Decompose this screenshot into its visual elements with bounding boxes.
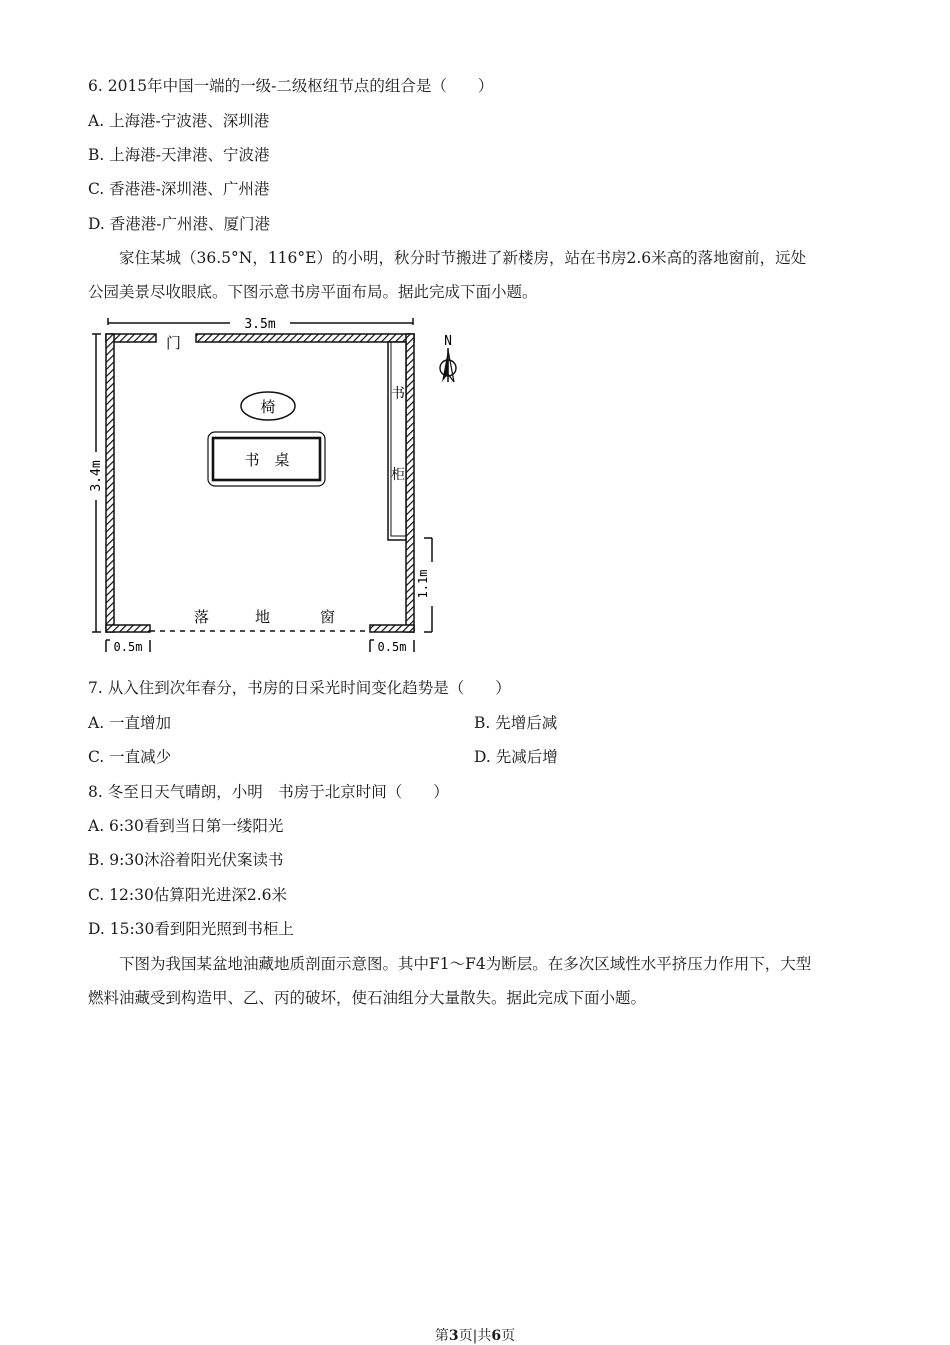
q6-option-b: B. 上海港-天津港、宁波港 [88, 146, 270, 164]
footer-suffix: 页 [501, 1328, 516, 1344]
bottom-left-dimension [106, 640, 150, 654]
footer-page-number: 3 [448, 1328, 459, 1344]
study-floor-plan [80, 310, 480, 662]
chair-label: 椅 [260, 398, 276, 416]
height-label: 3.4m [89, 460, 104, 492]
window-label-3: 窗 [320, 608, 336, 626]
passage-2-line-1: 下图为我国某盆地油藏地质剖面示意图。其中F1～F4为断层。在多次区域性水平挤压力作用下，大型 [119, 955, 812, 973]
door-label: 门 [166, 334, 182, 352]
width-label: 3.5m [244, 317, 276, 332]
passage-1-line-2: 公园美景尽收眼底。下图示意书房平面布局。据此完成下面小题。 [88, 283, 538, 301]
passage-2-line-2: 燃料油藏受到构造甲、乙、丙的破坏，使石油组分大量散失。据此完成下面小题。 [88, 989, 647, 1007]
height-dimension [89, 334, 104, 632]
q6-option-d: D. 香港港-广州港、厦门港 [88, 215, 270, 233]
right-label: 1.1m [416, 569, 430, 599]
bookcase-label-1: 书 [391, 386, 405, 402]
right-dimension [416, 538, 432, 632]
q8-option-a: A. 6:30看到当日第一缕阳光 [88, 817, 284, 835]
chair [241, 392, 295, 420]
north-label: N [444, 334, 452, 349]
window-label-1: 落 [194, 608, 210, 626]
q7-option-d: D. 先减后增 [474, 748, 558, 766]
q7-option-a: A. 一直增加 [88, 714, 172, 732]
width-dimension [108, 317, 413, 332]
q8-stem: 8. 冬至日天气晴朗，小明 书房于北京时间（ ） [88, 783, 449, 801]
passage-2 [88, 947, 868, 1015]
passage-1 [88, 241, 868, 309]
bookcase [388, 342, 406, 540]
passage-1-line-1: 家住某城（36.5°N，116°E）的小明，秋分时节搬进了新楼房，站在书房2.6米高的落地窗前，远处 [119, 249, 807, 267]
desk [208, 432, 325, 486]
q6-option-a: A. 上海港-宁波港、深圳港 [88, 112, 270, 130]
q8-option-b: B. 9:30沐浴着阳光伏案读书 [88, 851, 284, 869]
bottom-right-label: 0.5m [377, 640, 407, 654]
north-arrow-icon [440, 334, 456, 382]
q7-option-c: C. 一直减少 [88, 748, 172, 766]
footer-total-pages: 6 [491, 1328, 502, 1344]
q8-option-c: C. 12:30估算阳光进深2.6米 [88, 886, 287, 904]
desk-label: 书 桌 [244, 451, 290, 469]
bottom-left-label: 0.5m [113, 640, 143, 654]
page-footer [0, 1325, 950, 1345]
footer-middle: 页|共 [458, 1328, 492, 1344]
q7-stem: 7. 从入住到次年春分，书房的日采光时间变化趋势是（ ） [88, 679, 511, 697]
q7-option-b: B. 先增后减 [474, 714, 558, 732]
bookcase-label-2: 柜 [391, 467, 405, 483]
q8-option-d: D. 15:30看到阳光照到书柜上 [88, 920, 294, 938]
q6-stem: 6. 2015年中国一端的一级-二级枢纽节点的组合是（ ） [88, 77, 494, 95]
window-label-2: 地 [255, 608, 271, 626]
bottom-right-dimension [370, 640, 414, 654]
footer-prefix: 第 [434, 1328, 449, 1344]
q6-option-c: C. 香港港-深圳港、广州港 [88, 180, 270, 198]
